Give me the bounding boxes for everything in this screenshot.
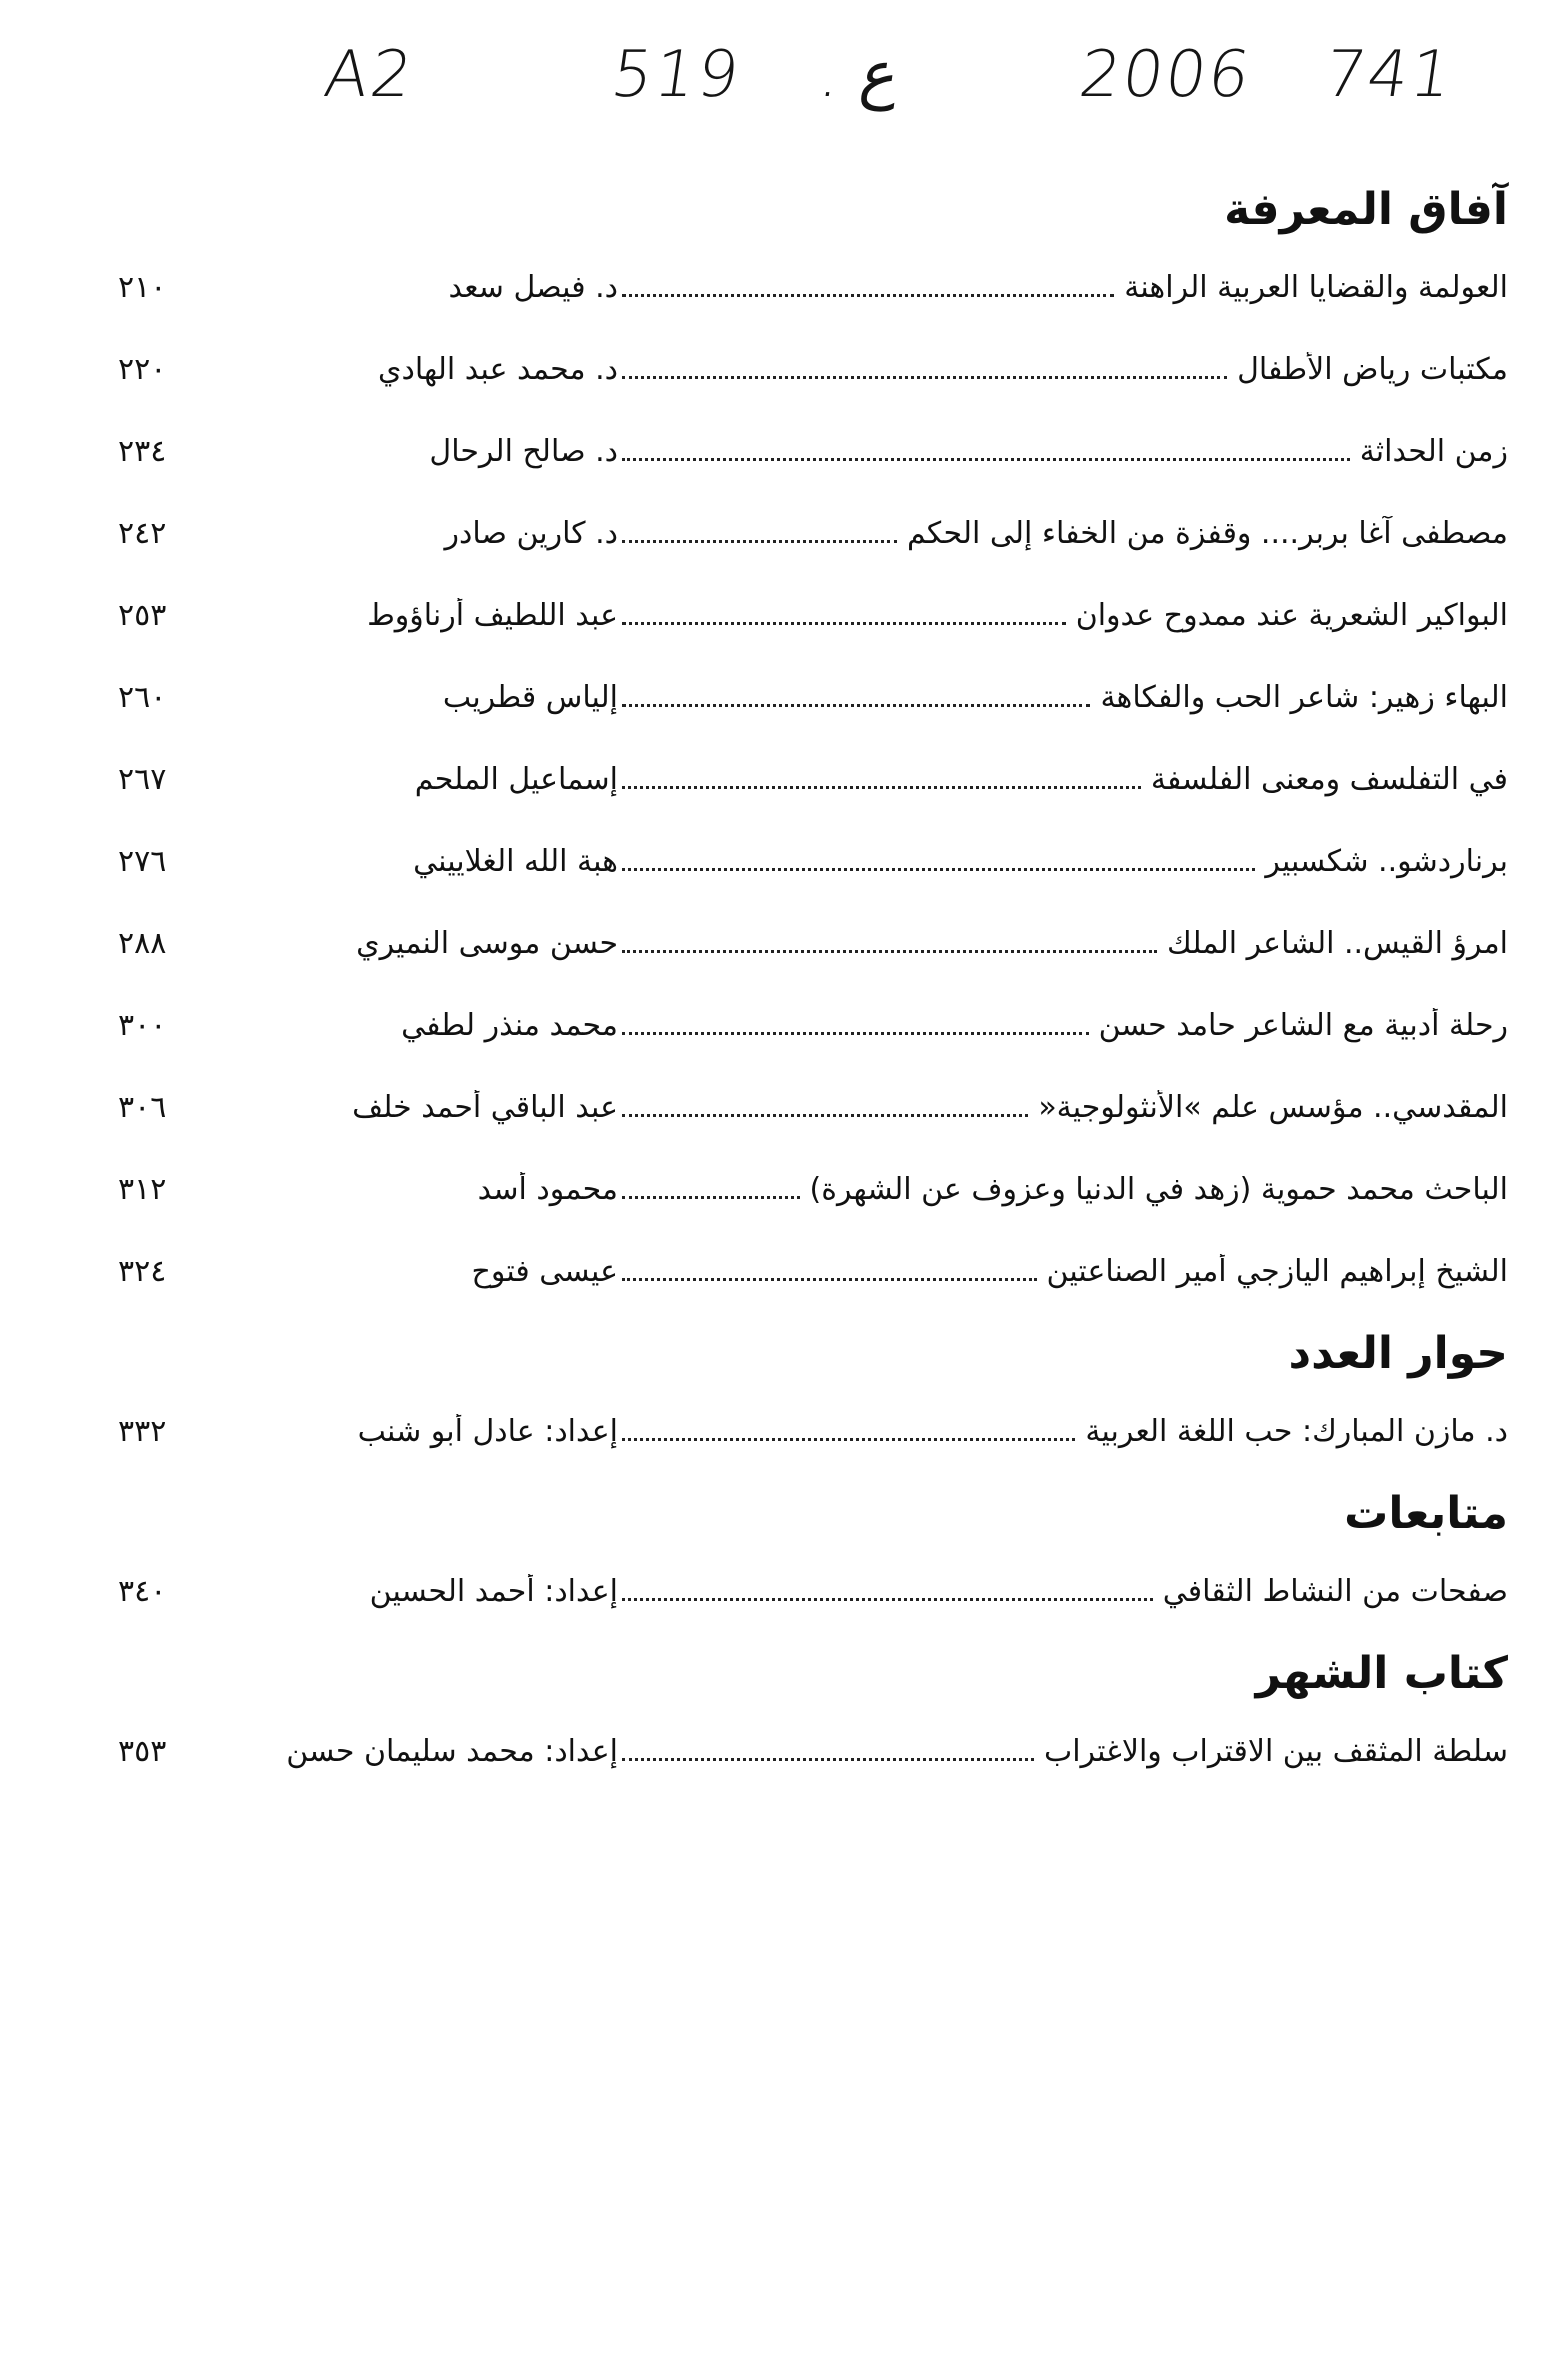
- entry-title: العولمة والقضايا العربية الراهنة: [1124, 269, 1508, 305]
- entry-author: د. صالح الرحال: [429, 433, 618, 469]
- handwritten-catalog-number: [0, 38, 1553, 138]
- entry-author: إعداد: أحمد الحسين: [369, 1573, 618, 1609]
- toc-entry: [118, 1230, 1508, 1312]
- entry-title-cell: [618, 762, 1508, 797]
- entry-page-number: ٢٢٠: [118, 351, 167, 387]
- entry-page-number: ٢٣٤: [118, 433, 167, 469]
- dot-leader: [622, 376, 1227, 379]
- entry-title: سلطة المثقف بين الاقتراب والاغتراب: [1043, 1733, 1508, 1769]
- entry-title: مصطفى آغا بربر.... وقفزة من الخفاء إلى الحكم: [906, 515, 1508, 551]
- toc-entry: [118, 738, 1508, 820]
- dot-leader: [622, 1032, 1089, 1035]
- entry-title: البواكير الشعرية عند ممدوح عدوان: [1075, 597, 1508, 633]
- toc-entry: [118, 1710, 1508, 1792]
- entry-author: د. محمد عبد الهادي: [377, 351, 618, 387]
- entry-author: د. كارين صادر: [444, 515, 618, 551]
- entry-title-cell: [618, 434, 1508, 469]
- entry-page-number: ٣١٢: [118, 1171, 167, 1207]
- entry-title-cell: [618, 352, 1508, 387]
- entry-page-number: ٣٢٤: [118, 1253, 167, 1289]
- entry-author: إعداد: محمد سليمان حسن: [286, 1733, 618, 1769]
- dot-leader: [622, 622, 1066, 625]
- entry-page-number: ٢٥٣: [118, 597, 167, 633]
- entry-page-number: ٣٥٣: [118, 1733, 167, 1769]
- entry-page-number: ٢٨٨: [118, 925, 167, 961]
- entry-title: زمن الحداثة: [1359, 433, 1508, 469]
- entry-page-number: ٢٧٦: [118, 843, 167, 879]
- entry-title: في التفلسف ومعنى الفلسفة: [1150, 761, 1508, 797]
- toc-entry: [118, 1390, 1508, 1472]
- dot-leader: [622, 1438, 1075, 1441]
- entry-author: إلياس قطريب: [442, 679, 618, 715]
- dot-leader: [622, 458, 1350, 461]
- entry-author: د. فيصل سعد: [448, 269, 618, 305]
- toc-entry: [118, 574, 1508, 656]
- entry-title: صفحات من النشاط الثقافي: [1162, 1573, 1508, 1609]
- toc-entry: [118, 820, 1508, 902]
- entry-title: د. مازن المبارك: حب اللغة العربية: [1085, 1413, 1508, 1449]
- section-title: متابعات: [1344, 1488, 1508, 1539]
- entry-title: مكتبات رياض الأطفال: [1237, 351, 1508, 387]
- entry-author: عيسى فتوح: [471, 1253, 618, 1289]
- entry-page-number: ٣٣٢: [118, 1413, 167, 1449]
- entry-page-number: ٢١٠: [118, 269, 167, 305]
- entry-title: البهاء زهير: شاعر الحب والفكاهة: [1100, 679, 1508, 715]
- toc-entry: [118, 902, 1508, 984]
- toc-entry: [118, 984, 1508, 1066]
- handwritten-code-2: 519: [606, 38, 746, 112]
- entry-page-number: ٢٦٠: [118, 679, 167, 715]
- entry-title-cell: [618, 1414, 1508, 1449]
- dot-leader: [622, 1598, 1153, 1601]
- entry-title-cell: [618, 1008, 1508, 1043]
- entry-title: المقدسي.. مؤسس علم »الأنثولوجية«: [1038, 1089, 1508, 1125]
- entry-title: الباحث محمد حموية (زهد في الدنيا وعزوف عن الشهرة): [809, 1171, 1508, 1207]
- section-title: حوار العدد: [1288, 1328, 1508, 1379]
- toc-entry: [118, 656, 1508, 738]
- entry-title-cell: [618, 844, 1508, 879]
- toc-entry: [118, 1066, 1508, 1148]
- toc-entry: [118, 410, 1508, 492]
- entry-author: هبة الله الغلاييني: [413, 843, 618, 879]
- entry-page-number: ٣٠٦: [118, 1089, 167, 1125]
- entry-author: عبد الباقي أحمد خلف: [352, 1089, 618, 1125]
- toc-entry: [118, 328, 1508, 410]
- handwritten-code-5: 741: [1319, 38, 1459, 112]
- dot-leader: [622, 1196, 800, 1199]
- entry-author: محمود أسد: [477, 1171, 618, 1207]
- dot-leader: [622, 540, 897, 543]
- entry-title: الشيخ إبراهيم اليازجي أمير الصناعتين: [1046, 1253, 1508, 1289]
- dot-leader: [622, 786, 1141, 789]
- entry-page-number: ٢٦٧: [118, 761, 167, 797]
- dot-leader: [622, 294, 1114, 297]
- entry-title-cell: [618, 516, 1508, 551]
- entry-title-cell: [618, 1090, 1508, 1125]
- dot-leader: [622, 1114, 1028, 1117]
- entry-author: إعداد: عادل أبو شنب: [357, 1413, 618, 1449]
- entry-author: إسماعيل الملحم: [414, 761, 618, 797]
- entry-author: عبد اللطيف أرناؤوط: [367, 597, 618, 633]
- entry-title: برناردشو.. شكسبير: [1265, 843, 1508, 879]
- toc-entry: [118, 1148, 1508, 1230]
- entry-title-cell: [618, 680, 1508, 715]
- entry-author: محمد منذر لطفي: [401, 1007, 618, 1043]
- entry-title-cell: [618, 270, 1508, 305]
- dot-leader: [622, 704, 1090, 707]
- entry-page-number: ٢٤٢: [118, 515, 167, 551]
- entry-title-cell: [618, 1172, 1508, 1207]
- entry-author: حسن موسى النميري: [356, 925, 618, 961]
- entry-title-cell: [618, 1734, 1508, 1769]
- dot-leader: [622, 950, 1157, 953]
- entry-page-number: ٣٠٠: [118, 1007, 167, 1043]
- toc-entry: [118, 246, 1508, 328]
- dot-leader: [622, 1278, 1037, 1281]
- entry-title: رحلة أدبية مع الشاعر حامد حسن: [1098, 1007, 1508, 1043]
- section-title: كتاب الشهر: [1255, 1648, 1508, 1699]
- entry-title: امرؤ القيس.. الشاعر الملك: [1167, 925, 1508, 961]
- entry-title-cell: [618, 1574, 1508, 1609]
- entry-title-cell: [618, 1254, 1508, 1289]
- toc-entry: [118, 492, 1508, 574]
- table-of-contents: [118, 168, 1508, 1792]
- handwritten-code-4: 2006: [1074, 38, 1257, 112]
- handwritten-code-1: A2: [319, 38, 419, 112]
- entry-title-cell: [618, 926, 1508, 961]
- dot-leader: [622, 868, 1255, 871]
- handwritten-code-3: . ع: [814, 38, 905, 112]
- entry-title-cell: [618, 598, 1508, 633]
- dot-leader: [622, 1758, 1034, 1761]
- section-title: آفاق المعرفة: [1224, 184, 1508, 235]
- toc-entry: [118, 1550, 1508, 1632]
- entry-page-number: ٣٤٠: [118, 1573, 167, 1609]
